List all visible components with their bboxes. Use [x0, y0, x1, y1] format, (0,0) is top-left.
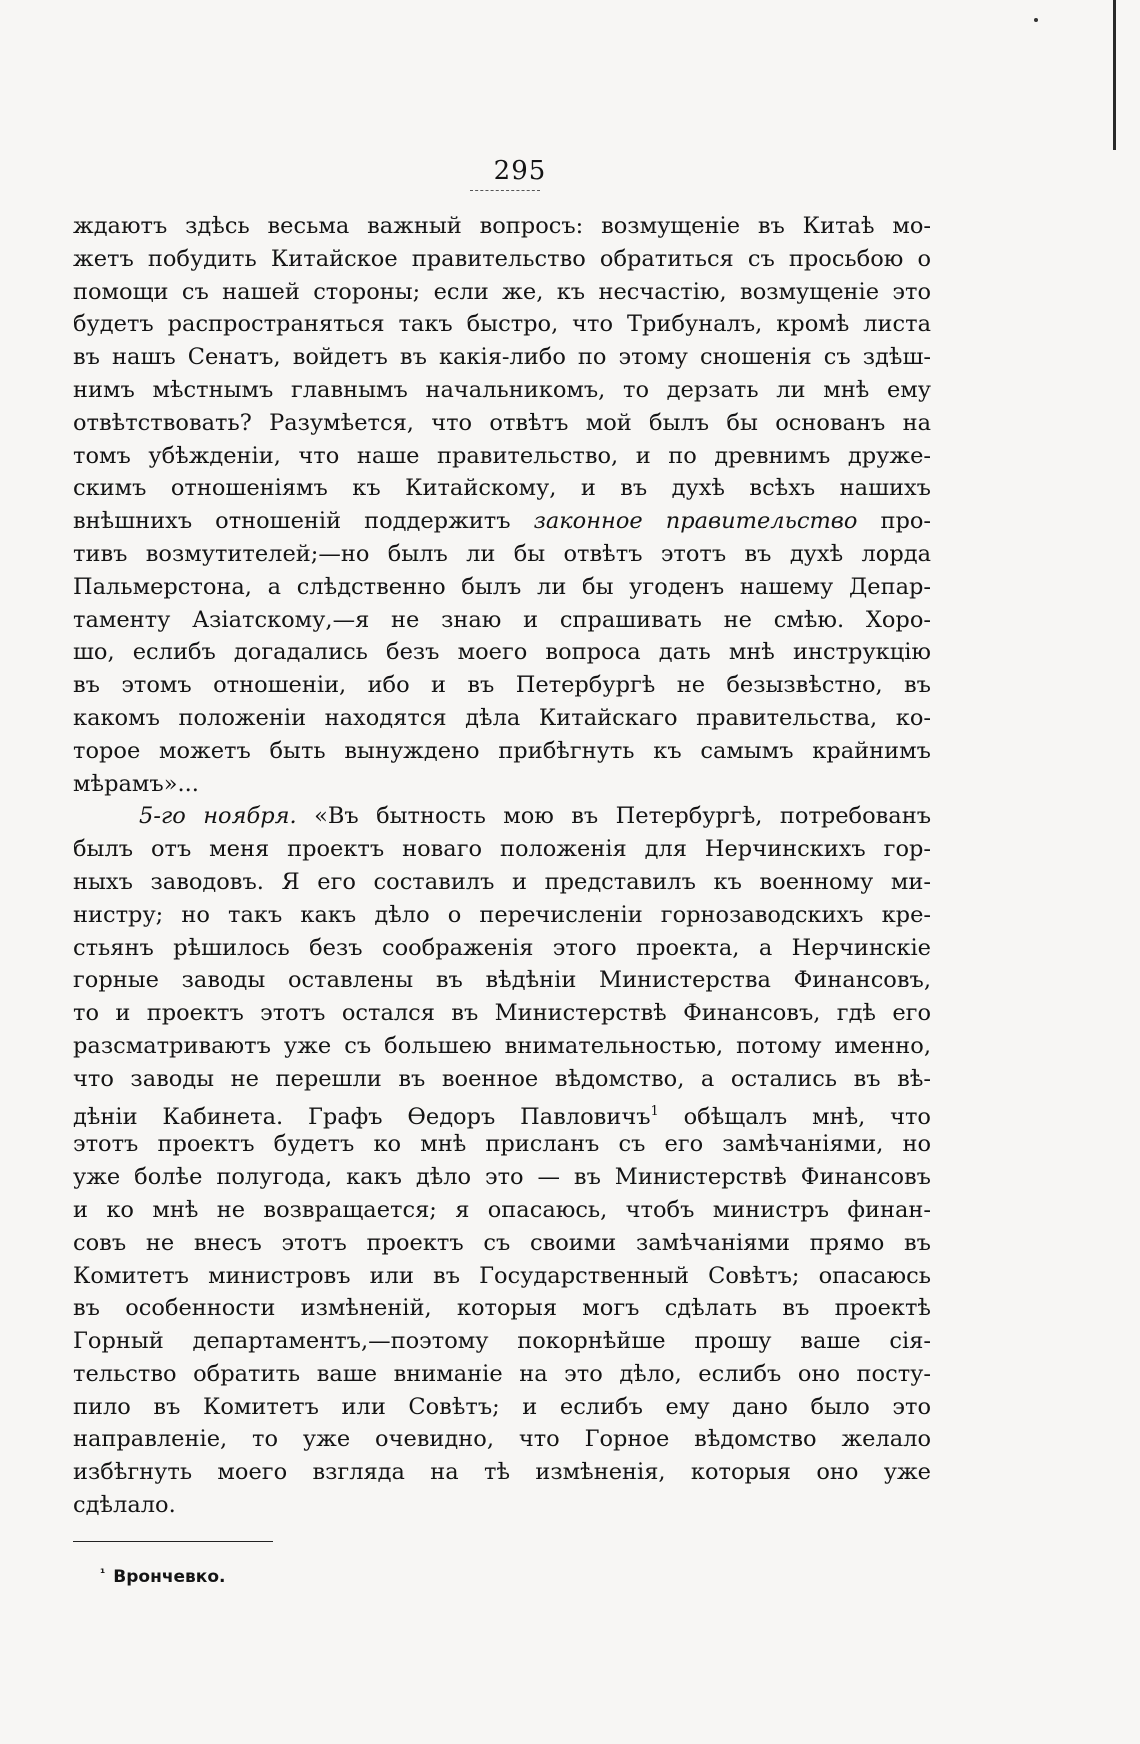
text-line: горные заводы оставлены въ вѣдѣніи Министерства Финансовъ,	[73, 967, 931, 994]
text-segment: обѣщалъ мнѣ, что	[683, 1103, 931, 1130]
text-line: помощи съ нашей стороны; если же, къ несчастію, возмущеніе это	[73, 278, 931, 305]
text-line: то и проектъ этотъ остался въ Министерствѣ Финансовъ, гдѣ его	[73, 1000, 931, 1027]
page-number: 295	[493, 156, 547, 186]
text-line: въ этомъ отношеніи, ибо и въ Петербургѣ не безызвѣстно, въ	[73, 672, 931, 699]
footnote-reference: 1	[650, 1103, 659, 1119]
scan-speck	[1034, 18, 1038, 22]
page-number-rule	[470, 190, 540, 191]
text-segment: внѣшнихъ отношеній поддержитъ	[73, 508, 511, 535]
footnote-mark: ¹	[100, 1566, 106, 1580]
body-text	[73, 210, 931, 1522]
text-line: въ нашъ Сенатъ, войдетъ въ какія-либо по этому сношенія съ здѣш-	[73, 344, 931, 371]
text-line: ждаютъ здѣсь весьма важный вопросъ: возмущеніе въ Китаѣ мо-	[73, 213, 931, 239]
text-segment: «Въ бытность мою въ Петербургѣ, потребованъ	[314, 803, 932, 830]
scan-edge-mark	[1113, 0, 1116, 150]
footnote-text: Врончевко.	[113, 1567, 226, 1587]
text-line: былъ отъ меня проектъ новаго положенія для Нерчинскихъ гор-	[73, 836, 931, 863]
text-line: Пальмерстона, а слѣдственно былъ ли бы угоденъ нашему Депар-	[73, 573, 931, 600]
text-line: стьянъ рѣшилось безъ соображенія этого проекта, а Нерчинскіе	[73, 934, 931, 961]
text-line: нимъ мѣстнымъ главнымъ начальникомъ, то дерзать ли мнѣ ему	[73, 376, 931, 403]
text-line: мѣрамъ»...	[73, 770, 199, 797]
footnote	[100, 1566, 225, 1587]
text-line: направленіе, то уже очевидно, что Горное вѣдомство желало	[73, 1426, 931, 1453]
date-heading: 5-го ноября.	[139, 803, 297, 830]
text-line: будетъ распространяться такъ быстро, что Трибуналъ, кромѣ листа	[73, 311, 931, 338]
text-segment: дѣніи Кабинета. Графъ Өедоръ Павловичъ	[73, 1103, 651, 1130]
emphasis-text: законное правительство	[533, 508, 858, 535]
text-line: въ особенности измѣненій, которыя могъ сдѣлать въ проектѣ	[73, 1295, 931, 1322]
text-line: тельство обратить ваше вниманіе на это дѣло, еслибъ оно посту-	[73, 1360, 931, 1387]
text-line: какомъ положеніи находятся дѣла Китайскаго правительства, ко-	[73, 704, 931, 731]
text-line: что заводы не перешли въ военное вѣдомство, а остались въ вѣ-	[73, 1065, 931, 1092]
text-line: сдѣлало.	[73, 1492, 176, 1519]
text-line: шо, еслибъ догадались безъ моего вопроса дать мнѣ инструкцію	[73, 639, 931, 666]
text-line: этотъ проектъ будетъ ко мнѣ присланъ съ его замѣчаніями, но	[73, 1131, 931, 1158]
text-line: жетъ побудить Китайское правительство обратиться съ просьбою о	[73, 245, 931, 272]
footnote-rule	[73, 1541, 273, 1542]
text-line: отвѣтствовать? Разумѣется, что отвѣтъ мой былъ бы основанъ на	[73, 409, 931, 436]
text-line: нистру; но такъ какъ дѣло о перечисленіи горнозаводскихъ кре-	[73, 901, 931, 928]
text-line: тивъ возмутителей;—но былъ ли бы отвѣтъ этотъ въ духѣ лорда	[73, 540, 931, 567]
text-line: разсматриваютъ уже съ большею внимательностью, потому именно,	[73, 1032, 931, 1059]
text-line: томъ убѣжденіи, что наше правительство, и по древнимъ друже-	[73, 442, 931, 469]
text-line	[73, 505, 931, 538]
text-line: скимъ отношеніямъ къ Китайскому, и въ духѣ всѣхъ нашихъ	[73, 475, 931, 502]
text-line: и ко мнѣ не возвращается; я опасаюсь, чтобъ министръ финан-	[73, 1196, 931, 1223]
text-line: избѣгнуть моего взгляда на тѣ измѣненія, которыя оно уже	[73, 1459, 931, 1486]
text-line: уже болѣе полугода, какъ дѣло это — въ Министерствѣ Финансовъ	[73, 1164, 931, 1191]
text-segment: про-	[880, 508, 932, 535]
text-line	[73, 800, 931, 833]
text-line: таменту Азіатскому,—я не знаю и спрашивать не смѣю. Хоро-	[73, 606, 931, 633]
text-line	[73, 1096, 931, 1129]
text-line: Комитетъ министровъ или въ Государственный Совѣтъ; опасаюсь	[73, 1262, 931, 1289]
text-line: торое можетъ быть вынуждено прибѣгнуть къ самымъ крайнимъ	[73, 737, 931, 764]
text-line: ныхъ заводовъ. Я его составилъ и представилъ къ военному ми-	[73, 868, 931, 895]
text-line: пило въ Комитетъ или Совѣтъ; и еслибъ ему дано было это	[73, 1393, 931, 1420]
text-line: Горный департаментъ,—поэтому покорнѣйше прошу ваше сія-	[73, 1328, 931, 1355]
text-line: совъ не внесъ этотъ проектъ съ своими замѣчаніями прямо въ	[73, 1229, 931, 1256]
